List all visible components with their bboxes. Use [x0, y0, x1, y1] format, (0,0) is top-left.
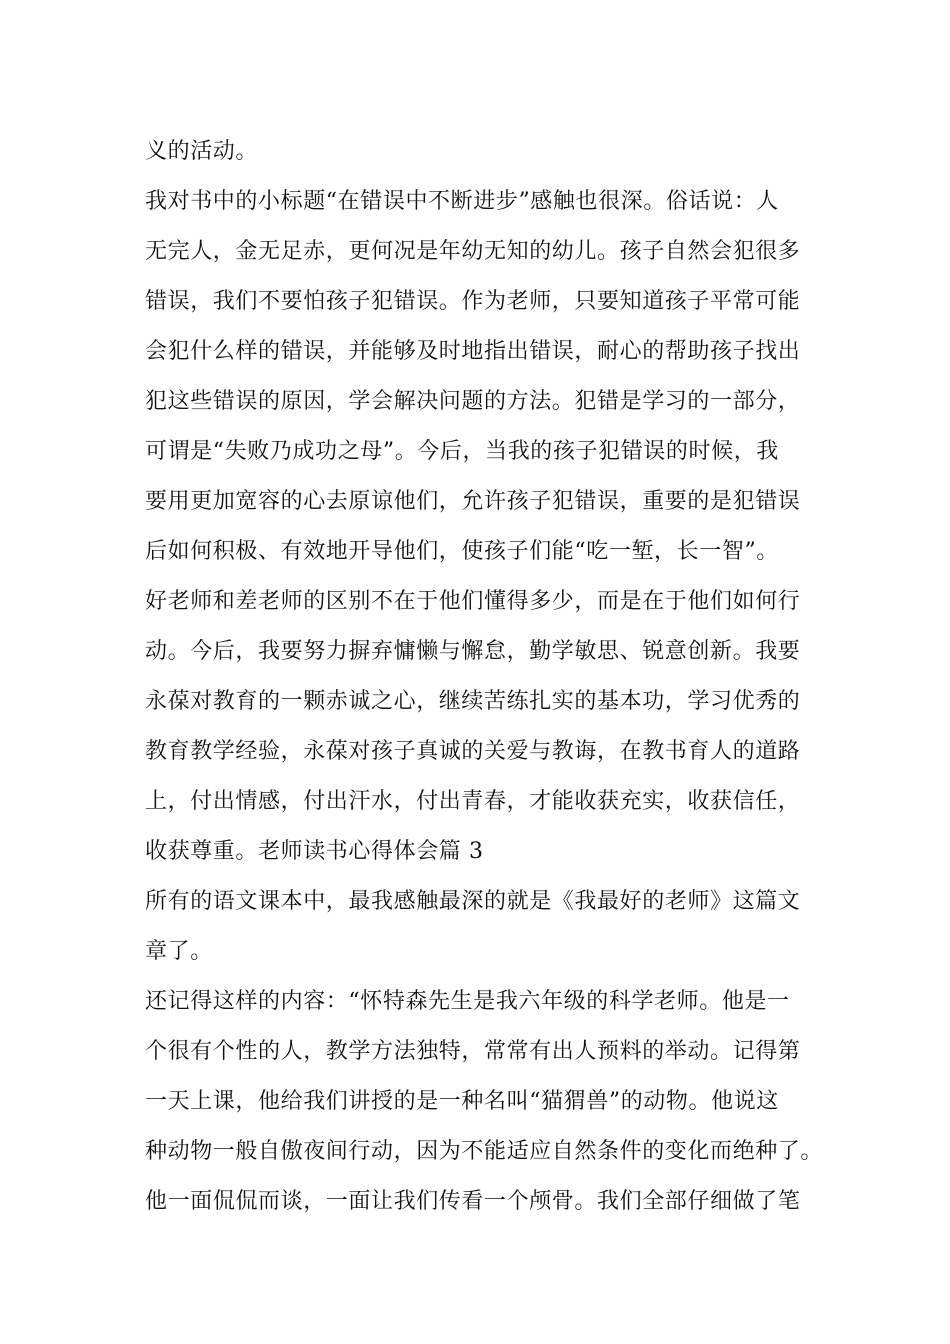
text-line: 会犯什么样的错误，并能够及时地指出错误，耐心的帮助孩子找出 — [145, 339, 801, 364]
text-line: 个很有个性的人，教学方法独特，常常有出人预料的举动。记得第 — [145, 1039, 801, 1064]
text-line: 上，付出情感，付出汗水，付出青春，才能收获充实，收获信任， — [145, 789, 801, 814]
text-line: 无完人，金无足赤，更何况是年幼无知的幼儿。孩子自然会犯很多 — [145, 239, 801, 264]
text-line: 可谓是“失败乃成功之母”。今后，当我的孩子犯错误的时候，我 — [145, 439, 779, 464]
text-line: 他一面侃侃而谈，一面让我们传看一个颅骨。我们全部仔细做了笔 — [145, 1189, 801, 1214]
text-line: 一天上课，他给我们讲授的是一种名叫“猫猬兽”的动物。他说这 — [145, 1089, 779, 1114]
text-line: 好老师和差老师的区别不在于他们懂得多少，而是在于他们如何行 — [145, 589, 801, 614]
text-line: 所有的语文课本中，最我感触最深的就是《我最好的老师》这篇文 — [145, 889, 801, 914]
text-line: 犯这些错误的原因，学会解决问题的方法。犯错是学习的一部分， — [145, 389, 801, 414]
text-line: 收获尊重。老师读书心得体会篇 3 — [145, 839, 484, 864]
text-line: 还记得这样的内容：“怀特森先生是我六年级的科学老师。他是一 — [145, 989, 790, 1014]
text-line: 义的活动。 — [145, 139, 259, 164]
text-line: 后如何积极、有效地开导他们，使孩子们能“吃一堑，长一智”。 — [145, 539, 779, 564]
text-line: 错误，我们不要怕孩子犯错误。作为老师，只要知道孩子平常可能 — [145, 289, 801, 314]
text-line: 永葆对教育的一颗赤诚之心，继续苦练扎实的基本功，学习优秀的 — [145, 689, 801, 714]
text-line: 动。今后，我要努力摒弃慵懒与懈怠，勤学敏思、锐意创新。我要 — [145, 639, 801, 664]
text-line: 我对书中的小标题“在错误中不断进步”感触也很深。俗话说：人 — [145, 189, 779, 214]
text-line: 种动物一般自傲夜间行动，因为不能适应自然条件的变化而绝种了。 — [145, 1139, 824, 1164]
text-line: 章了。 — [145, 939, 213, 964]
text-line: 要用更加宽容的心去原谅他们，允许孩子犯错误，重要的是犯错误 — [145, 489, 801, 514]
text-line: 教育教学经验，永葆对孩子真诚的关爱与教诲，在教书育人的道路 — [145, 739, 801, 764]
